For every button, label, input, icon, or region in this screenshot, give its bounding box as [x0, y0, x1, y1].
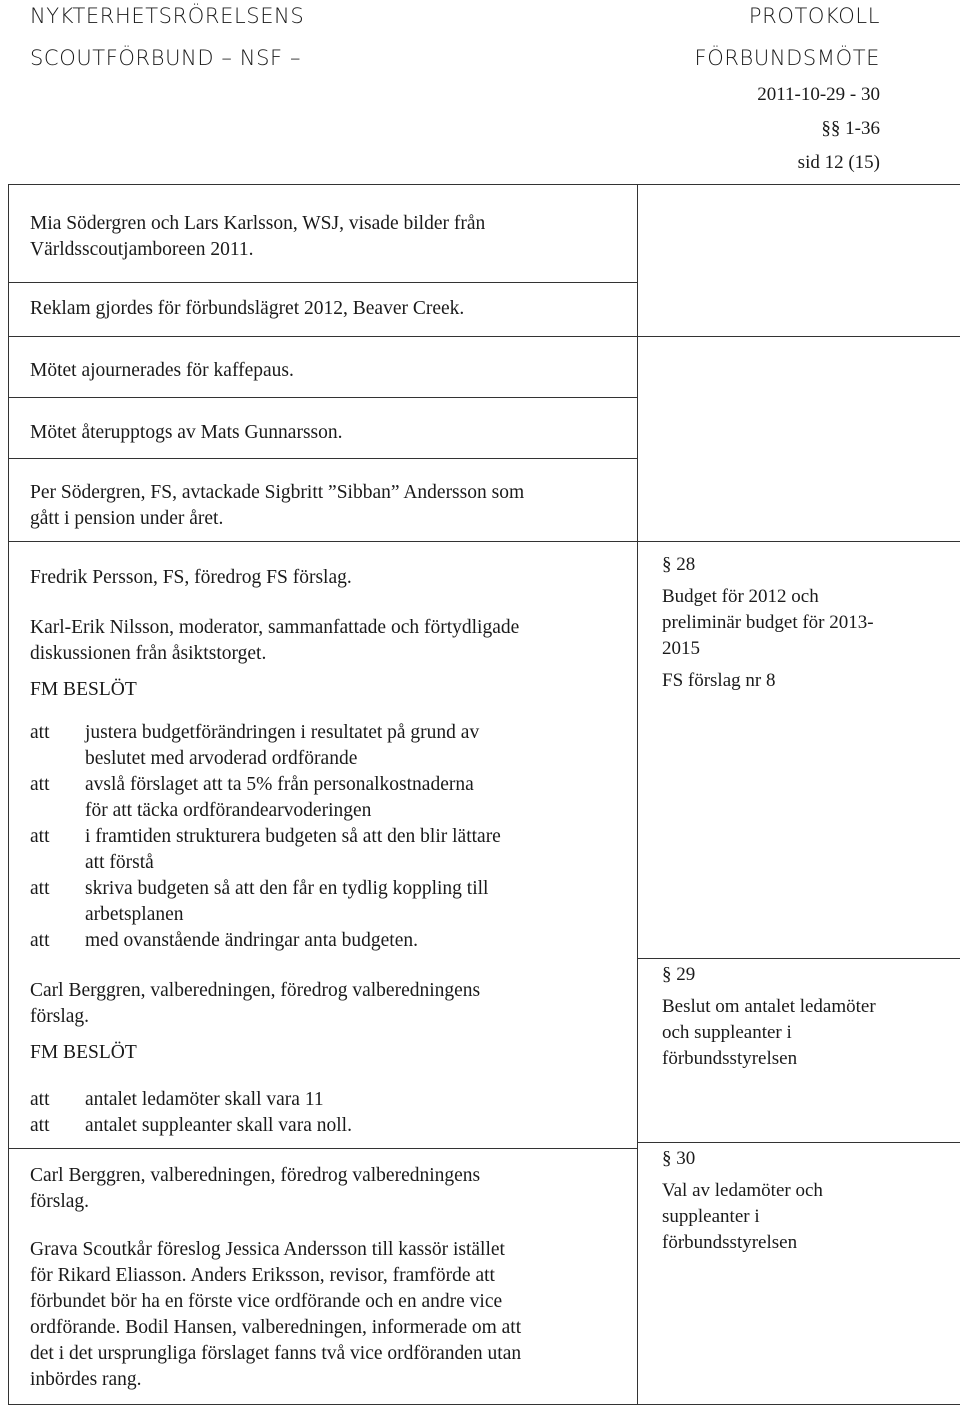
paragraph-resume	[30, 420, 343, 446]
text-line: det i det ursprungliga förslaget fanns två vice ordföranden utan	[30, 1343, 522, 1364]
text-line: Carl Berggren, valberedningen, föredrog valberedningens	[30, 1165, 481, 1186]
text-line: diskussionen från åsiktstorget.	[30, 643, 267, 664]
decision-heading	[30, 677, 137, 703]
paragraph-nomination-2	[30, 1163, 480, 1215]
row-divider	[8, 282, 637, 283]
paragraph-moderator	[30, 615, 519, 667]
text-line: FM BESLÖT	[30, 679, 137, 700]
decision-text: avslå förslaget att ta 5% från personalkostnaderna	[85, 774, 474, 795]
paragraph-thanks	[30, 480, 524, 532]
text-line: förslag.	[30, 1006, 90, 1027]
decision-text: antalet ledamöter skall vara 11	[85, 1089, 324, 1110]
text-line: Reklam gjordes för förbundslägret 2012, Beaver Creek.	[30, 298, 465, 319]
text-line: förbundet bör ha en förste vice ordförande och en andre vice	[30, 1291, 503, 1312]
text-line: förslag.	[30, 1191, 90, 1212]
att-keyword: att	[30, 722, 50, 743]
decision-heading	[30, 1040, 137, 1066]
text-line: Mötet ajournerades för kaffepaus.	[30, 360, 294, 381]
section-number: § 30	[662, 1148, 696, 1169]
meeting-name: FÖRBUNDSMÖTE	[694, 46, 880, 70]
text-line: FM BESLÖT	[30, 1042, 137, 1063]
text-line: Mia Södergren och Lars Karlsson, WSJ, visade bilder från	[30, 213, 486, 234]
att-keyword: att	[30, 930, 50, 951]
row-divider	[637, 1142, 960, 1143]
section-title-line: förbundsstyrelsen	[662, 1048, 798, 1069]
section-number: § 29	[662, 964, 696, 985]
section-title-line: och suppleanter i	[662, 1022, 792, 1043]
text-line: gått i pension under året.	[30, 508, 224, 529]
table-bottom-border	[8, 1404, 960, 1405]
meeting-date: 2011-10-29 - 30	[757, 84, 880, 105]
table-top-border	[8, 184, 960, 185]
section-title-line: suppleanter i	[662, 1206, 760, 1227]
decision-text: med ovanstående ändringar anta budgeten.	[85, 930, 418, 951]
paragraph-proposals	[30, 1237, 521, 1393]
section-range: §§ 1-36	[821, 118, 880, 139]
text-line: Världsscoutjamboreen 2011.	[30, 239, 254, 260]
table-left-border	[8, 184, 9, 1404]
org-name-line1: NYKTERHETSRÖRELSENS	[30, 4, 305, 28]
row-divider	[8, 458, 637, 459]
row-divider	[637, 958, 960, 959]
decision-text: för att täcka ordförandearvoderingen	[85, 800, 372, 821]
text-line: inbördes rang.	[30, 1369, 142, 1390]
row-divider	[8, 541, 960, 542]
text-line: Per Södergren, FS, avtackade Sigbritt ”Sibban” Andersson som	[30, 482, 525, 503]
row-divider	[8, 336, 960, 337]
section-title-line: preliminär budget för 2013-	[662, 612, 874, 633]
att-keyword: att	[30, 1115, 50, 1136]
row-divider	[8, 397, 637, 398]
section-title-line: 2015	[662, 638, 700, 659]
decision-text: arbetsplanen	[85, 904, 184, 925]
decision-text: beslutet med arvoderad ordförande	[85, 748, 358, 769]
section-reference: FS förslag nr 8	[662, 670, 776, 691]
text-line: ordförande. Bodil Hansen, valberedningen, informerade om att	[30, 1317, 522, 1338]
text-line: Carl Berggren, valberedningen, föredrog valberedningens	[30, 980, 481, 1001]
att-keyword: att	[30, 878, 50, 899]
decision-text: skriva budgeten så att den får en tydlig koppling till	[85, 878, 489, 899]
doc-type: PROTOKOLL	[748, 4, 880, 28]
text-line: Grava Scoutkår föreslog Jessica Andersson till kassör istället	[30, 1239, 505, 1260]
page-number: sid 12 (15)	[797, 152, 880, 173]
section-title-line: förbundsstyrelsen	[662, 1232, 798, 1253]
row-divider	[8, 1148, 637, 1149]
section-title-line: Budget för 2012 och	[662, 586, 819, 607]
section-title-line: Val av ledamöter och	[662, 1180, 823, 1201]
att-keyword: att	[30, 1089, 50, 1110]
paragraph-jamboree	[30, 211, 485, 263]
section-number: § 28	[662, 554, 696, 575]
text-line: Fredrik Persson, FS, föredrog FS förslag.	[30, 567, 352, 588]
paragraph-nomination	[30, 978, 480, 1030]
section-29	[662, 962, 876, 1072]
org-name-line2: SCOUTFÖRBUND – NSF –	[30, 46, 302, 70]
text-line: för Rikard Eliasson. Anders Eriksson, revisor, framförde att	[30, 1265, 495, 1286]
decision-text: att förstå	[85, 852, 154, 873]
text-line: Karl-Erik Nilsson, moderator, sammanfattade och förtydligade	[30, 617, 520, 638]
text-line: Mötet återupptogs av Mats Gunnarsson.	[30, 422, 343, 443]
paragraph-adjourn	[30, 358, 294, 384]
paragraph-advert	[30, 296, 464, 322]
paragraph-presentation	[30, 565, 352, 591]
decision-text: i framtiden strukturera budgeten så att den blir lättare	[85, 826, 501, 847]
section-title-line: Beslut om antalet ledamöter	[662, 996, 876, 1017]
section-28	[662, 552, 874, 694]
att-keyword: att	[30, 826, 50, 847]
att-keyword: att	[30, 774, 50, 795]
decision-text: antalet suppleanter skall vara noll.	[85, 1115, 352, 1136]
section-30	[662, 1146, 823, 1256]
decision-text: justera budgetförändringen i resultatet på grund av	[85, 722, 480, 743]
column-divider	[637, 184, 638, 1404]
